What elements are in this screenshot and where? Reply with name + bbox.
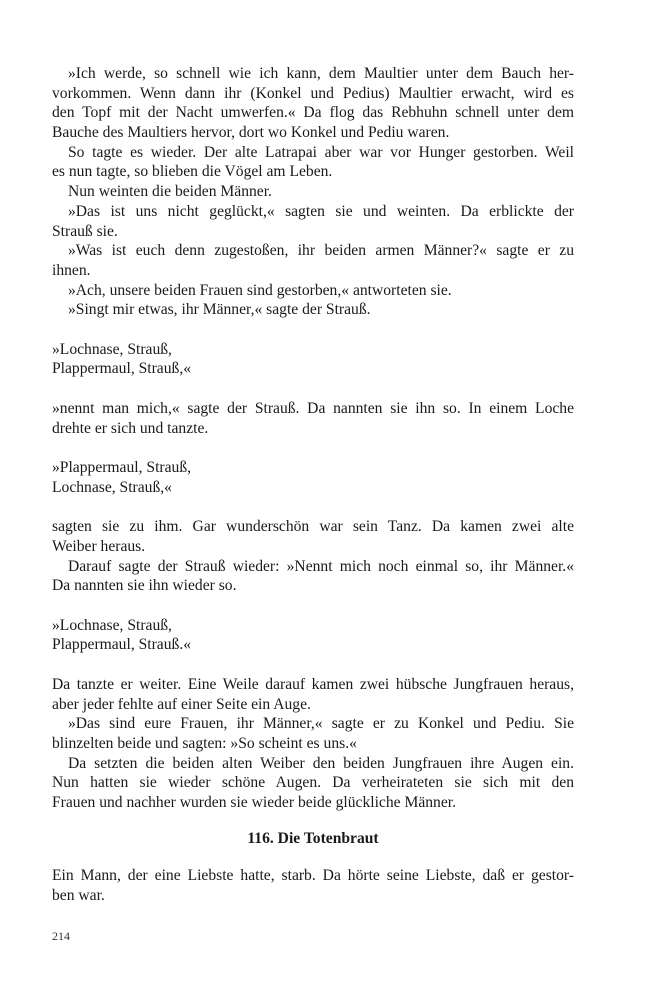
page-text [52, 64, 574, 906]
text-line: »Ich werde, so schnell wie ich kann, dem Maultier unter dem Bauch her- [68, 65, 574, 82]
text-line: Da tanzte er weiter. Eine Weile darauf kamen zwei hübsche Jungfrauen heraus, [52, 675, 574, 693]
verse-line: Lochnase, Strauß,« [52, 478, 172, 496]
text-line: Nun hatten sie wieder schöne Augen. Da verheirateten sie sich mit den [52, 774, 574, 792]
text-line: es nun tagte, so blieben die Vögel am Leben. [52, 163, 333, 181]
text-line: »Das sind eure Frauen, ihr Männer,« sagte er zu Konkel und Pediu. Sie [68, 715, 574, 733]
text-line: aber jeder fehlte auf einer Seite ein Auge. [52, 695, 311, 713]
text-line: Darauf sagte der Strauß wieder: »Nennt mich noch einmal so, ihr Männer.« [68, 557, 574, 575]
text-line: Ein Mann, der eine Liebste hatte, starb. Da hörte seine Liebste, daß er gestor- [52, 867, 574, 885]
verse-line: »Lochnase, Strauß, [52, 340, 172, 358]
text-line: vorkommen. Wenn dann ihr (Konkel und Pedius) Maultier erwacht, wird es [52, 84, 574, 102]
chapter-heading: 116. Die Totenbraut [247, 829, 379, 847]
text-line: den Topf mit der Nacht umwerfen.« Da flog das Rebhuhn schnell unter dem [52, 104, 574, 122]
verse-gap [52, 497, 574, 517]
text-line: Nun weinten die beiden Männer. [68, 183, 272, 201]
text-line: »Was ist euch denn zugestoßen, ihr beiden armen Männer?« sagte er zu [68, 242, 574, 260]
text-line: Strauß sie. [52, 222, 118, 240]
verse-line: Plappermaul, Strauß,« [52, 360, 192, 378]
text-line: So tagte es wieder. Der alte Latrapai aber war vor Hunger gestorben. Weil [68, 143, 574, 161]
text-line: sagten sie zu ihm. Gar wunderschön war sein Tanz. Da kamen zwei alte [52, 518, 574, 536]
text-line: Da nannten sie ihn wieder so. [52, 577, 237, 595]
text-line: Da setzten die beiden alten Weiber den beiden Jungfrauen ihre Augen ein. [68, 754, 574, 772]
verse-gap [52, 438, 574, 458]
text-line: »nennt man mich,« sagte der Strauß. Da nannten sie ihn so. In einem Loche [52, 399, 574, 417]
verse-gap [52, 320, 574, 340]
verse-gap [52, 596, 574, 616]
text-line: Frauen und nachher wurden sie wieder beide glückliche Männer. [52, 794, 456, 812]
text-line: Weiber heraus. [52, 537, 146, 555]
text-line: Bauche des Maultiers hervor, dort wo Konkel und Pediu waren. [52, 124, 450, 142]
verse-line: »Lochnase, Strauß, [52, 616, 172, 634]
verse-gap [52, 655, 574, 675]
page-number: 214 [52, 929, 70, 943]
verse-gap [52, 379, 574, 399]
text-line: »Das ist uns nicht geglückt,« sagten sie und weinten. Da erblickte der [68, 202, 574, 220]
verse-line: Plappermaul, Strauß.« [52, 636, 192, 654]
text-line: »Ach, unsere beiden Frauen sind gestorben,« antworteten sie. [68, 281, 452, 299]
verse-line: »Plappermaul, Strauß, [52, 459, 192, 477]
text-line: ihnen. [52, 261, 91, 279]
text-line: ben war. [52, 887, 105, 905]
text-line: »Singt mir etwas, ihr Männer,« sagte der Strauß. [68, 301, 371, 319]
text-line: blinzelten beide und sagten: »So scheint es uns.« [52, 735, 357, 753]
text-line: drehte er sich und tanzte. [52, 419, 209, 437]
